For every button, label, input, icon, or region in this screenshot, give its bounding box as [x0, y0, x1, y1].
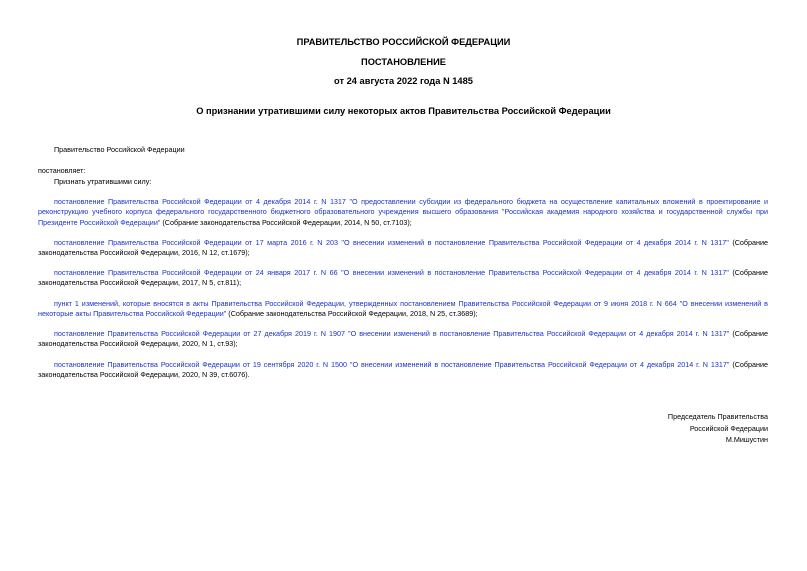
declare-line: Признать утратившими силу: [54, 177, 152, 186]
act-link[interactable]: постановление Правительства Российской Федерации от 19 сентября 2020 г. N 1500 "О внесении изменений в постановление Правительства Российской Федерации от 4 декабря 2014 г. N 1317" [54, 360, 730, 369]
document-title: О признании утратившими силу некоторых актов Правительства Российской Федерации [196, 106, 611, 116]
document-type: ПОСТАНОВЛЕНИЕ [361, 57, 446, 67]
act-link[interactable]: постановление Правительства Российской Федерации от 4 декабря 2014 г. N 1317 "О предоставлении субсидии из федерального бюджета на осуществление капитальных вложений в проектирование и реконструкцию учебного корпуса федерального государственного бюджетного образовательного учреждения высшего образования "Российская академия народного хозяйства и государственной службы при Президенте Российской Федерации" [38, 197, 768, 227]
signatory-name: М.Мишустин [725, 435, 768, 444]
repealed-item [38, 299, 768, 320]
publication-ref: (Собрание законодательства Российской Федерации, 2017, N 5, ст.811); [38, 268, 769, 288]
repealed-item [38, 197, 768, 228]
signatory-title: Председатель Правительства [667, 412, 768, 421]
repealed-item [38, 360, 768, 381]
resolves-line: постановляет: [38, 166, 86, 175]
document-date-number: от 24 августа 2022 года N 1485 [334, 76, 473, 86]
repealed-item [38, 268, 768, 289]
act-link[interactable]: постановление Правительства Российской Федерации от 27 декабря 2019 г. N 1907 "О внесении изменений в постановление Правительства Российской Федерации от 4 декабря 2014 г. N 1317" [54, 329, 730, 338]
publication-ref: (Собрание законодательства Российской Федерации, 2018, N 25, ст.3689); [226, 309, 478, 319]
publication-ref: (Собрание законодательства Российской Федерации, 2014, N 50, ст.7103); [160, 217, 412, 227]
act-link[interactable]: постановление Правительства Российской Федерации от 24 января 2017 г. N 66 "О внесении изменений в постановление Правительства Российской Федерации от 4 декабря 2014 г. N 1317" [54, 268, 729, 277]
repealed-item [38, 329, 768, 350]
publication-ref: (Собрание законодательства Российской Федерации, 2020, N 39, ст.6076). [38, 360, 769, 380]
issuing-authority: ПРАВИТЕЛЬСТВО РОССИЙСКОЙ ФЕДЕРАЦИИ [296, 37, 511, 47]
publication-ref: (Собрание законодательства Российской Федерации, 2020, N 1, ст.93); [38, 329, 769, 349]
signatory-title-2: Российской Федерации [689, 423, 768, 433]
repealed-item [38, 238, 768, 259]
act-link[interactable]: постановление Правительства Российской Федерации от 17 марта 2016 г. N 203 "О внесении изменений в постановление Правительства Российской Федерации от 4 декабря 2014 г. N 1317" [54, 238, 729, 247]
act-link[interactable]: пункт 1 изменений, которые вносятся в акты Правительства Российской Федерации, утвержденных постановлением Правительства Российской Федерации от 9 июня 2018 г. N 664 "О внесении изменений в некоторые акты Правительства Российской Федерации" [38, 299, 768, 319]
signature-block [668, 411, 768, 446]
issuer-line: Правительство Российской Федерации [54, 145, 185, 154]
publication-ref: (Собрание законодательства Российской Федерации, 2016, N 12, ст.1679); [38, 238, 768, 258]
